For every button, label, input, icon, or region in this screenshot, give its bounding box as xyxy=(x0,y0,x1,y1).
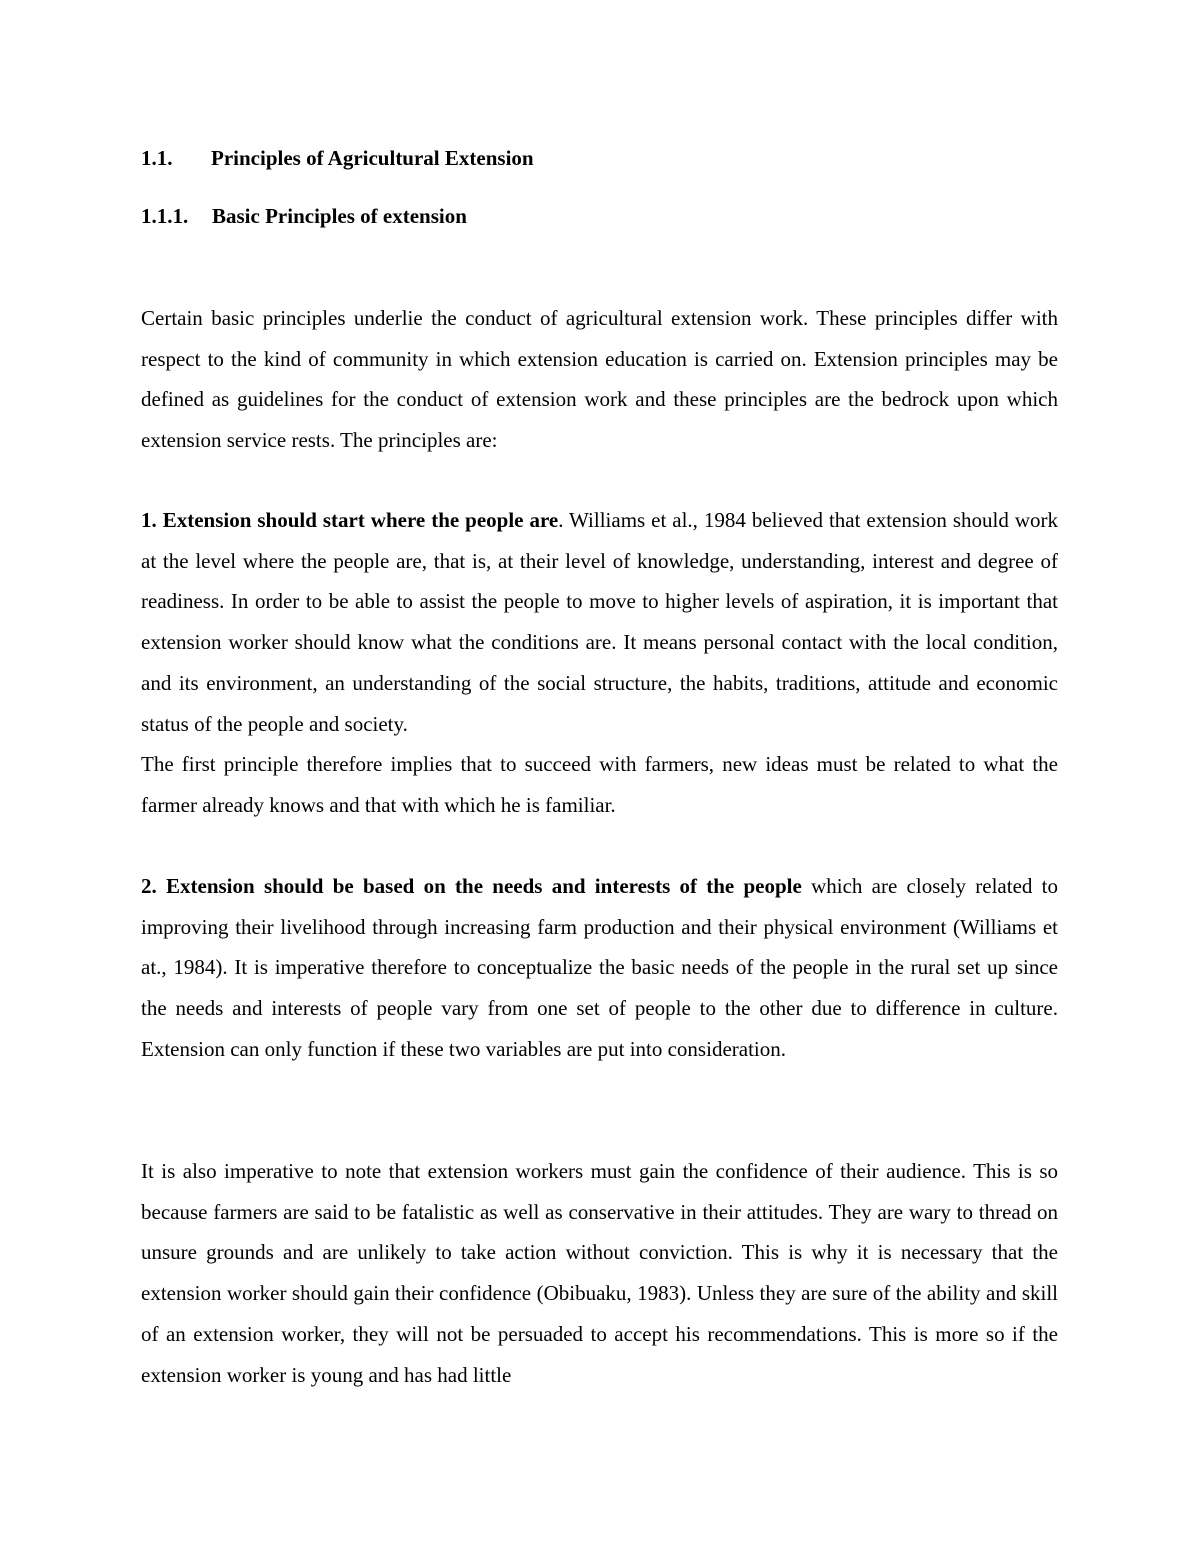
section-number: 1.1. xyxy=(141,146,173,170)
section-heading-1-1 xyxy=(141,146,534,170)
subsection-number: 1.1.1. xyxy=(141,204,189,228)
subsection-title: Basic Principles of extension xyxy=(212,204,467,228)
principle-1-paragraph xyxy=(141,500,1058,744)
principle-2-lead: 2. Extension should be based on the needs and interests of the people xyxy=(141,874,802,898)
confidence-paragraph: It is also imperative to note that extension workers must gain the confidence of their audience. This is so because farmers are said to be fatalistic as well as conservative in their attitudes. They are wary to thread on unsure grounds and are unlikely to take action without conviction. This is why it is necessary that the extension worker should gain their confidence (Obibuaku, 1983). Unless they are sure of the ability and skill of an extension worker, they will not be persuaded to accept his recommendations. This is more so if the extension worker is young and has had little xyxy=(141,1159,1058,1387)
principle-2-body: which are closely related to improving their livelihood through increasing farm production and their physical environment (Williams et at., 1984). It is imperative therefore to conceptualize the basic needs of the people in the rural set up since the needs and interests of people vary from one set of people to the other due to difference in culture. Extension can only function if these two variables are put into consideration. xyxy=(141,874,1058,1061)
principle-1-body: . Williams et al., 1984 believed that extension should work at the level where the people are, that is, at their level of knowledge, understanding, interest and degree of readiness. In order to be able to assist the people to move to higher levels of aspiration, it is important that extension worker should know what the conditions are. It means personal contact with the local condition, and its environment, an understanding of the social structure, the habits, traditions, attitude and economic status of the people and society. xyxy=(141,508,1058,736)
section-title: Principles of Agricultural Extension xyxy=(211,146,534,170)
principle-1-lead: 1. Extension should start where the people are xyxy=(141,508,559,532)
principle-1-block xyxy=(141,500,1058,826)
principle-1-follow-up: The first principle therefore implies that to succeed with farmers, new ideas must be related to what the farmer already knows and that with which he is familiar. xyxy=(141,752,1058,817)
section-heading-1-1-1 xyxy=(141,204,467,228)
intro-paragraph: Certain basic principles underlie the conduct of agricultural extension work. These principles differ with respect to the kind of community in which extension education is carried on. Extension principles may be defined as guidelines for the conduct of extension work and these principles are the bedrock upon which extension service rests. The principles are: xyxy=(141,306,1058,453)
principle-2-paragraph xyxy=(141,866,1058,1070)
